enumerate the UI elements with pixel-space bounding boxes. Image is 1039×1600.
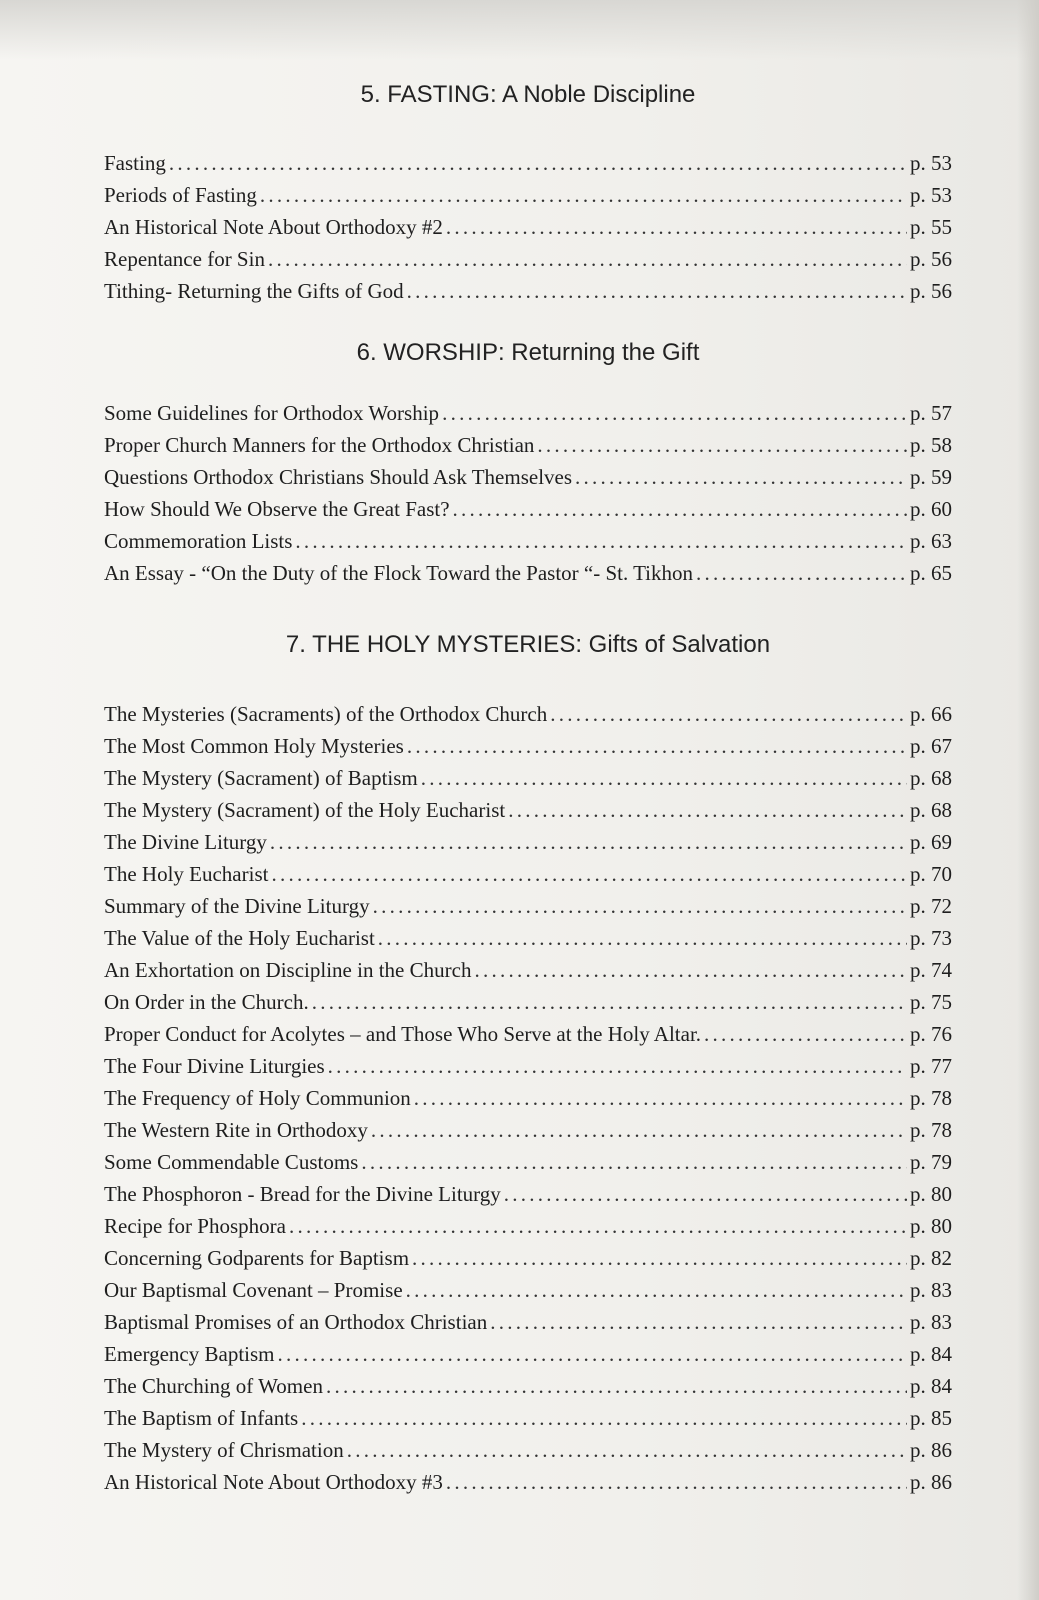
dot-leader [361, 1146, 907, 1178]
dot-leader [371, 1114, 907, 1146]
dot-leader [270, 826, 907, 858]
section-heading: 6. WORSHIP: Returning the Gift [356, 339, 700, 366]
entry-title: Commemoration Lists [104, 529, 293, 553]
toc-entry [104, 730, 952, 762]
entry-title: Some Guidelines for Orthodox Worship [104, 401, 440, 425]
entry-title: The Divine Liturgy [104, 830, 267, 854]
dot-leader [406, 1274, 907, 1306]
dot-leader [508, 794, 907, 826]
dot-leader [278, 1338, 908, 1370]
entry-title: Summary of the Divine Liturgy [104, 894, 370, 918]
toc-section-holy-mysteries [104, 628, 952, 1498]
section-heading: 5. FASTING: A Noble Discipline [360, 81, 696, 108]
entry-page: p. 70 [910, 862, 952, 886]
entry-page: p. 73 [910, 926, 952, 950]
toc-entry [104, 922, 952, 954]
toc-entry-list [104, 147, 952, 307]
dot-leader [537, 429, 907, 461]
entry-title: The Baptism of Infants [104, 1406, 299, 1430]
toc-entry [104, 1114, 952, 1146]
entry-title: The Holy Eucharist [104, 862, 269, 886]
dot-leader [412, 1242, 907, 1274]
toc-entry-list [104, 698, 952, 1498]
toc-entry [104, 525, 952, 557]
entry-title: Questions Orthodox Christians Should Ask Themselves [104, 465, 573, 489]
entry-page: p. 80 [910, 1182, 952, 1206]
toc-entry [104, 1338, 952, 1370]
dot-leader [407, 275, 907, 307]
dot-leader [407, 730, 907, 762]
entry-page: p. 84 [910, 1374, 952, 1398]
entry-title: The Mystery of Chrismation [104, 1438, 344, 1462]
entry-page: p. 84 [910, 1342, 952, 1366]
dot-leader [704, 1018, 907, 1050]
toc-entry [104, 1402, 952, 1434]
entry-page: p. 79 [910, 1150, 952, 1174]
toc-entry [104, 698, 952, 730]
entry-page: p. 68 [910, 766, 952, 790]
entry-title: Recipe for Phosphora [104, 1214, 286, 1238]
dot-leader [550, 698, 907, 730]
toc-entry [104, 1050, 952, 1082]
entry-page: p. 80 [910, 1214, 952, 1238]
dot-leader [347, 1434, 907, 1466]
dot-leader [442, 397, 907, 429]
toc-entry [104, 1242, 952, 1274]
entry-title: The Frequency of Holy Communion [104, 1086, 411, 1110]
entry-title: Some Commendable Customs [104, 1150, 359, 1174]
entry-title: Concerning Godparents for Baptism [104, 1246, 410, 1270]
entry-title: The Mystery (Sacrament) of Baptism [104, 766, 418, 790]
toc-entry [104, 1274, 952, 1306]
toc-entry [104, 211, 952, 243]
entry-title: The Western Rite in Orthodoxy [104, 1118, 368, 1142]
dot-leader [326, 1370, 907, 1402]
entry-page: p. 53 [910, 151, 952, 175]
toc-entry [104, 1306, 952, 1338]
dot-leader [453, 493, 907, 525]
entry-page: p. 75 [910, 990, 952, 1014]
entry-page: p. 53 [910, 183, 952, 207]
toc-entry [104, 1466, 952, 1498]
entry-page: p. 63 [910, 529, 952, 553]
dot-leader [421, 762, 907, 794]
entry-title: How Should We Observe the Great Fast? [104, 497, 450, 521]
dot-leader [328, 1050, 907, 1082]
entry-page: p. 86 [910, 1470, 952, 1494]
entry-page: p. 60 [910, 497, 952, 521]
entry-page: p. 83 [910, 1278, 952, 1302]
entry-title: An Historical Note About Orthodoxy #3 [104, 1470, 443, 1494]
toc-entry [104, 890, 952, 922]
entry-title: An Exhortation on Discipline in the Church [104, 958, 472, 982]
entry-page: p. 58 [910, 433, 952, 457]
dot-leader [446, 211, 907, 243]
toc-entry [104, 147, 952, 179]
entry-page: p. 59 [910, 465, 952, 489]
entry-title: An Essay - “On the Duty of the Flock Toward the Pastor “- St. Tikhon [104, 561, 694, 585]
entry-title: The Churching of Women [104, 1374, 323, 1398]
entry-page: p. 69 [910, 830, 952, 854]
dot-leader [289, 1210, 907, 1242]
section-heading: 7. THE HOLY MYSTERIES: Gifts of Salvation [285, 631, 771, 658]
toc-entry [104, 986, 952, 1018]
entry-title: Baptismal Promises of an Orthodox Christian [104, 1310, 488, 1334]
entry-page: p. 66 [910, 702, 952, 726]
entry-page: p. 72 [910, 894, 952, 918]
toc-entry [104, 179, 952, 211]
dot-leader [260, 179, 907, 211]
dot-leader [295, 525, 907, 557]
dot-leader [169, 147, 907, 179]
dot-leader [575, 461, 907, 493]
entry-page: p. 82 [910, 1246, 952, 1270]
entry-page: p. 65 [910, 561, 952, 585]
toc-section-fasting [104, 78, 952, 307]
toc-entry [104, 858, 952, 890]
dot-leader [268, 243, 907, 275]
entry-page: p. 86 [910, 1438, 952, 1462]
dot-leader [446, 1466, 907, 1498]
dot-leader [474, 954, 907, 986]
entry-title: Emergency Baptism [104, 1342, 275, 1366]
entry-title: Proper Church Manners for the Orthodox Christian [104, 433, 535, 457]
entry-page: p. 56 [910, 279, 952, 303]
entry-title: Fasting [104, 151, 166, 175]
entry-title: The Most Common Holy Mysteries [104, 734, 404, 758]
entry-title: The Mystery (Sacrament) of the Holy Eucharist [104, 798, 506, 822]
entry-page: p. 77 [910, 1054, 952, 1078]
toc-entry-list [104, 397, 952, 589]
entry-title: The Phosphoron - Bread for the Divine Liturgy [104, 1182, 501, 1206]
toc-entry [104, 1434, 952, 1466]
entry-title: Tithing- Returning the Gifts of God [104, 279, 404, 303]
toc-entry [104, 826, 952, 858]
dot-leader [271, 858, 907, 890]
entry-title: The Mysteries (Sacraments) of the Orthodox Church [104, 702, 548, 726]
entry-title: The Four Divine Liturgies [104, 1054, 325, 1078]
entry-title: Our Baptismal Covenant – Promise [104, 1278, 403, 1302]
entry-page: p. 67 [910, 734, 952, 758]
dot-leader [312, 986, 907, 1018]
entry-title: The Value of the Holy Eucharist [104, 926, 375, 950]
page-right-shadow [1017, 0, 1039, 1600]
entry-title: Repentance for Sin [104, 247, 265, 271]
entry-page: p. 83 [910, 1310, 952, 1334]
entry-page: p. 85 [910, 1406, 952, 1430]
toc-entry [104, 762, 952, 794]
toc-entry [104, 461, 952, 493]
entry-page: p. 76 [910, 1022, 952, 1046]
entry-page: p. 55 [910, 215, 952, 239]
entry-page: p. 78 [910, 1086, 952, 1110]
toc-entry [104, 397, 952, 429]
page-top-shadow [0, 0, 1039, 60]
toc-entry [104, 1210, 952, 1242]
toc-entry [104, 429, 952, 461]
dot-leader [696, 557, 907, 589]
toc-entry [104, 1178, 952, 1210]
dot-leader [504, 1178, 907, 1210]
dot-leader [301, 1402, 907, 1434]
toc-section-worship [104, 336, 952, 589]
dot-leader [490, 1306, 907, 1338]
entry-title: On Order in the Church. [104, 990, 309, 1014]
entry-page: p. 56 [910, 247, 952, 271]
entry-title: An Historical Note About Orthodoxy #2 [104, 215, 443, 239]
dot-leader [378, 922, 907, 954]
toc-entry [104, 1018, 952, 1050]
entry-title: Periods of Fasting [104, 183, 257, 207]
toc-entry [104, 954, 952, 986]
toc-entry [104, 493, 952, 525]
toc-entry [104, 243, 952, 275]
dot-leader [373, 890, 907, 922]
toc-entry [104, 1146, 952, 1178]
entry-page: p. 57 [910, 401, 952, 425]
entry-title: Proper Conduct for Acolytes – and Those Who Serve at the Holy Altar. [104, 1022, 702, 1046]
entry-page: p. 68 [910, 798, 952, 822]
entry-page: p. 78 [910, 1118, 952, 1142]
toc-entry [104, 275, 952, 307]
entry-page: p. 74 [910, 958, 952, 982]
toc-entry [104, 794, 952, 826]
toc-entry [104, 1370, 952, 1402]
dot-leader [414, 1082, 907, 1114]
toc-entry [104, 1082, 952, 1114]
toc-entry [104, 557, 952, 589]
